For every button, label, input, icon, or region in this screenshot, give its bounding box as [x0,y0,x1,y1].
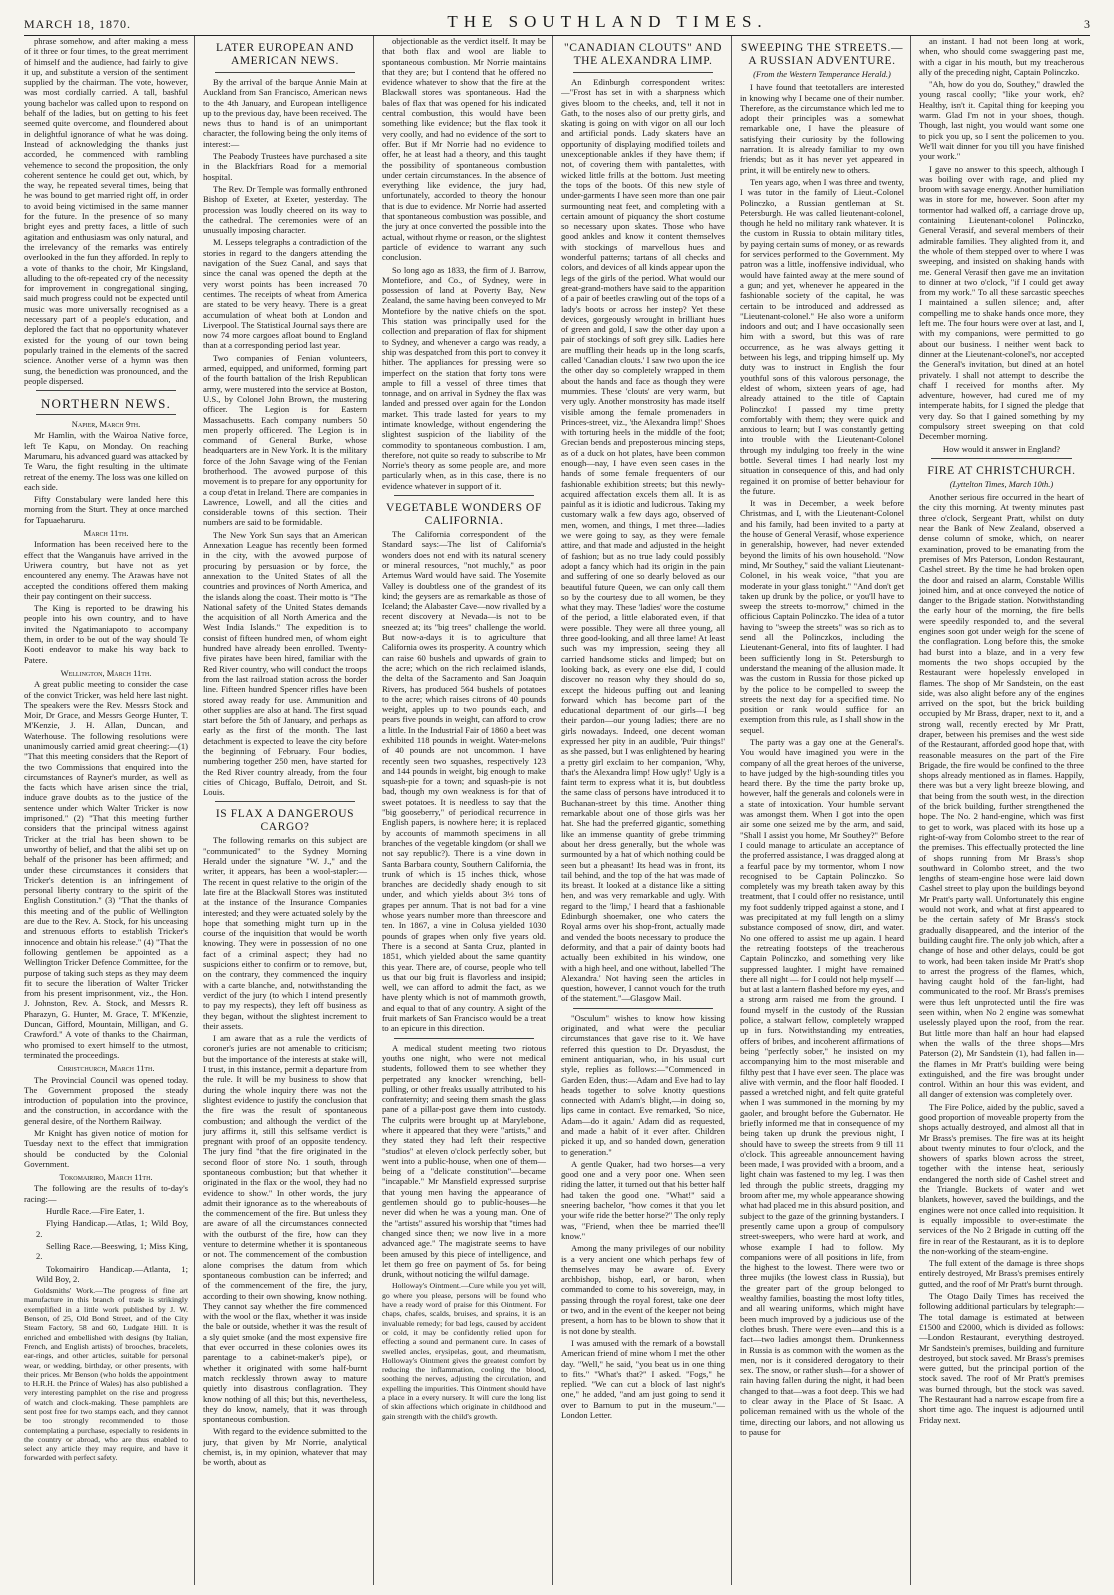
article-paragraph: Two companies of Fenian volunteers, armed, equipped, and uniformed, forming part of the fourth battalion of the Irish Republican army, were mustered into the service at Boston, U.S., by Colonel John Brown, the mustering officer. The Legion is for Eastern Massachusetts. Each company numbers 50 men properly officered. The Legion is in command of General Burke, whose headquarters are in New York. It is the military force of the John Savage wing of the Fenian brotherhood. The avowed purpose of this movement is to prepare for any opportunity for a coup d'etat in Ireland. There are companies in Lawrence, Lowell, and all the cities and considerable towns of this section. Their numbers are said to be formidable. [203,352,367,528]
column-grid [24,36,1090,1585]
source-credit: (From the Western Temperance Herald.) [753,69,891,79]
headline-sweeping-streets: SWEEPING THE STREETS.—A RUSSIAN ADVENTURE. [740,42,904,67]
article-paragraph: objectionable as the verdict itself. It may be that both flax and wool are liable to spontaneous combustion. Mr Norrie maintains that they are; but I contend that he offered no evidence whatever to show that the fire at the Blackwall stores was spontaneous. Had the bales of flax that was opened for his indicated central combustion, this would have been something like evidence; but the flax took it very coolly, and had no evidence of the sort to offer. But if Mr Norrie had no evidence to offer, he at least had a theory, and this taught the possibility of spontaneous combustion under certain circumstances. In the absence of everything like evidence, the jury had, unfortunately, accorded to theory the honour that is due to evidence. Mr Norrie had asserted that spontaneous combustion was possible, and the jury at once converted the possible into the actual, without rhyme or reason, or the slightest particle of evidence to warrant any such conclusion. [382,36,546,263]
article-paragraph: The following are the results of to-day's racing:— [24,1183,188,1204]
dateline: Napier, March 9th. [71,419,141,430]
article-paragraph: I was amused with the remark of a bowstall American friend of mine whom I met the other day. "Well," he said, "you beat us in one thing to fits." "What's that?" I asked. "Fogs," he replied. "We can cut a block of last night's one," he added, "and am just going to send it over to Barnum to put in the museum."—London Letter. [561,1337,725,1420]
column-rule [215,801,355,802]
headline-fire-christchurch: FIRE AT CHRISTCHURCH. [927,464,1076,477]
column-rule [215,72,355,73]
article-paragraph: The Provincial Council was opened today. The Government proposed the steady introduction of population into the province, and the construction, in accordance with the general desire, of the Northern Railway. [24,1074,188,1126]
article-paragraph: A medical student meeting two riotous youths one night, who were not medical students, followed them to see whether they perpetrated any knocker wrenching, bell-pulling, or other freaks usually attributed to his confraternity; and seeing them smash the glass pane of a pillar-post gave them into custody. The culprits were brought up at Marylebone, where it appeared that they were "artists," and they stated they had left their respective "studios" at eleven o'clock perfectly sober, but went into a public-house, when one of them—being of a "delicate constitution"—became "incapable." Mr Mansfield expressed surprise that young men having the appearance of gentlemen should go to public-houses—he never did when he was a young man. One of the "artists" assured his worship that "times had changed since then; we now live in a more advanced age." The magistrate seems to have been amused by this piece of intelligence, and let them go free on payment of 5s. for being drunk, without noticing the wilful damage. [382,1042,546,1280]
column-rule [573,72,713,73]
dateline: March 11th. [83,528,129,539]
column-rule [394,495,534,496]
article-paragraph: It was in December, a week before Christmas, and I, with the Lieutenant-Colonel and his family, had been invited to a party at the house of General Verasif, whose experience in generalship, however, had never extended beyond the limits of his own household. "Now mind, Mr Southey," said the valiant Lieutenant-Colonel, in his weak voice, "that you are moderate in your glass tonight." "And don't get taken up drunk by the police, or you'll have to sweep the streets to-morrow," chimed in the officious Captain Polinczko. The idea of a tutor having to "sweep the streets" was so rich as to send all the Polinczkos, including the Lieutenant-General, into fits of laughter. I had been sufficiently long in St. Petersburgh to understand the meaning of the allusion made. It was the custom in Russia for those picked up by the police to be compelled to sweep the streets the next day for a specified time. No position or rank would suffice for an exemption from this rule, as I shall show in the sequel. [740,498,904,735]
article-paragraph: an instant. I had not been long at work, when, who should come swaggering past me, with a cigar in his mouth, but my treacherous ally of the preceding night, Captain Polinczko. [919,36,1084,77]
headline-later-european-news: LATER EUROPEAN AND AMERICAN NEWS. [216,42,354,67]
column-rule [573,1008,713,1009]
article-paragraph: By the arrival of the barque Annie Main at Auckland from San Francisco, American news to the 4th January, and European intelligence up to the previous day, have been received. The news thus to hand is of an unimportant character, the following being the only items of interest:— [203,77,367,149]
newspaper-title: THE SOUTHLAND TIMES. [447,12,768,31]
column-5 [740,36,911,1585]
article-paragraph: Mr Hamlin, with the Wairoa Native force, left Te Kapu, on Monday. On reaching Marumaru, his advanced guard was attacked by Te Waru, the fight resulting in the ultimate retreat of the enemy. The loss was one killed on each side. [24,430,188,492]
source-credit: (Lyttelton Times, March 10th.) [949,478,1054,489]
headline-vegetable-wonders: VEGETABLE WONDERS OF CALIFORNIA. [386,502,542,528]
article-paragraph: Among the many privileges of our nobility is a very ancient one which perhaps few of themselves may be aware of. Every archbishop, bishop, earl, or baron, when commanded to come to his sovereign, may, in passing through the royal forest, take one deer or two, and in the event of the keeper not being present, a horn has to be blown to show that it is not done by stealth. [561,1243,725,1336]
article-paragraph: I gave no answer to this speech, although I was boiling over with rage, and plied my broom with savage energy. Another humiliation was in store for me, however. Soon after my tormentor had walked off, a carriage drove up, containing Lieutenant-colonel Polinczko, General Verasif, and several members of their admirable families. They alighted from it, and the whole of them stepped over to where I was sweeping, and insisted on shaking hands with me. General Verasif then gave me an invitation to dinner at two o'clock, "if I could get away from my work." To all these sarcastic speeches I maintained a sullen silence; and, after compelling me to shake hands once more, they left me. The four hours were over at last, and I, with my companions, were permitted to go about our business. I neither went back to dinner at the Lieutenant-colonel's, nor accepted the General's invitation, but dined at an hotel privately. I shall not attempt to describe the chaff I received for months after. My adventure, however, had cured me of my intemperate habits, for I signed the pledge that very day. So that I gained something by my compulsory street sweeping on that cold December morning. [919,163,1084,442]
article-paragraph: I am aware that as a rule the verdicts of coroner's juries are not amenable to criticism; but the importance of the interests at stake will, I trust, in this instance, permit a departure from the rule. It will be my business to show that during the whole inquiry there was not the slightest evidence to justify the conclusion that the fire was the result of spontaneous combustion; and although the verdict of the jury affirms it, still this selfsame verdict is pregnant with proof of an opposite tendency. The jury find "that the fire originated in the second floor of store No. 1 south, through spontaneous combustion; but that whether it originated in the flax or the wool, they had no evidence to show." In other words, the jury admit their ignorance as to the whereabouts of the commencement of the fire. But unless they are aware of all the circumstances connected with the outburst of the fire, how can they venture to determine whether it is spontaneous or not. The commencement of the combustion alone comprises the datum from which spontaneous combustion can be inferred; and of the commencement of the fire, the jury, according to their own showing, know nothing. They cannot say whether the fire commenced with the wool or the flax, whether it was inside the bale or outside, whether it was the result of a sly quiet smoke (and the most expensive fire that ever occurred in these colonies owes its parentage to a cabinet-maker's pipe), or whether it originated with some half-burnt match recklessly thrown away to mature quietly into disastrous conflagration. They know nothing of all this; but this, nevertheless, they do know, namely, that it was through spontaneous combustion. [203,1033,367,1425]
article-paragraph: The California correspondent of the Standard says:—The list of California's wonders does not end with its natural scenery or mineral resources, "not muchly," as poor Artemus Ward would have said. The Yosemite Valley is doubtless one of the grandest of its kind; the geysers are as remarkable as those of Iceland; the Alabaster Cave—now rivalled by a recent discovery at Nevada—is not to be sneezed at; its "big trees" challenge the world. But now-a-days it is to agriculture that California owes its prosperity. A country which can raise 60 bushels and upwards of grain to the acre; which on the rich reclaimed islands, the delta of the Sacramento and San Joaquin Rivers, has produced 564 bushels of potatoes to the acre; which raises citrons of 40 pounds weight, apples up to two pounds each, and pears five pounds in weight, can afford to crow a little. In the Industrial Fair of 1860 a beet was exhibited 118 pounds in weight. Water-melons of 40 pounds are not uncommon. I have recently seen two squashes, respectively 123 and 144 pounds in weight, big enough to make squash-pie for a town; and squash-pie is not bad, though my own weakness is for that of sweet potatoes. It is needless to say that the "big gooseberry," of periodical recurrence in English papers, is nowhere here; it is replaced by accounts of mammoth specimens in all branches of the vegetable kingdom (or shall we not say republic?). There is a vine down in Santa Barbara county, Southern California, the trunk of which is 15 inches thick, whose branches are decidedly shady enough to sit under, and which yields about 3½ tons of grapes per annum. That is not bad for a vine whose years number more than threescore and ten. In 1867, a vine in Colusa yielded 1030 pounds of grapes when only five years old. There is a second at Santa Cruz, planted in 1851, which yielded about the same quantity this year. There are, of course, people who tell us that our big fruit is flavorless and insipid; well, we can afford to admit the fact, as we have plenty which is not of mammoth growth, and equal to that of any country. A sight of the fruit markets of San Francisco would be a treat to an epicure in this direction. [382,529,546,1034]
article-paragraph: Mr Knight has given notice of motion for Tuesday next to the effect that immigration should be conducted by the Colonial Government. [24,1127,188,1169]
article-paragraph: A great public meeting to consider the case of the convict Tricker, was held here last night. The speakers were the Rev. Messrs Stock and Moir, Dr Grace, and Messrs George Hunter, T. M'Kenzie, J. H. Allan, Duncan, and Waterhouse. The following resolutions were unanimously carried amid great cheering:—(1) "That this meeting considers that the Report of the two Commissions that enquired into the circumstances of Rayner's murder, as well as the facts which have arisen since the trial, induce grave doubts as to the justice of the sentence under which Walter Tricker is now imprisoned." (2) "That this meeting further considers that the principal witness against Tricker at the trial has been shown to be unworthy of belief, and that the alibi set up on behalf of the prisoner has been affirmed; and under these circumstances it considers that Tricker's detention is an infringement of personal liberty contrary to the spirit of the English Constitution." (3) "That the thanks of this meeting and of the public of Wellington are due to the Rev. A. Stock, for his unceasing and strenuous efforts to establish Tricker's innocence and obtain his release." (4) "That the following gentlemen be appointed as a Wellington Tricker Defence Committee, for the purpose of taking such steps as they may deem fit to secure the liberation of Walter Tricker from his present imprisonment, viz., the Hon. J. Johnston, Rev. A. Stock, and Messrs R. Pharazyn, G. Hunter, M. Grace, T. M'Kenzie, Duncan, Gifford, Mountain, Milligan, and G. Crawford." A vote of thanks to the Chairman, who promised to exert himself to the utmost, terminated the proceedings. [24,679,188,1060]
headline-northern-news: NORTHERN NEWS. [40,396,172,412]
column-3 [382,36,553,1585]
article-paragraph: With regard to the evidence submitted to the jury, that given by Mr Norrie, analytical chemist, is, in my opinion, whatever that may be worth, about as [203,1426,367,1468]
column-rule [36,390,176,391]
column-2 [203,36,374,1585]
article-paragraph: "Osculum" wishes to know how kissing originated, and what were the peculiar circumstances that gave rise to it. We have referred this question to Dr. Dryasdust, the eminent antiquarian, who, in his usual curt style, replies as follows:—"Commenced in Garden Eden, thus:—Adam and Eve had to lay heads together to solve knotty questions connected with Adam's blight,—in doing so, lips came in contact. Eve remarked, 'So nice, Adam—do it again.' Adam did as requested, and made a habit of it ever after. Children picked it up, and so handed down, generation to generation." [561,1012,725,1157]
article-paragraph: The Fire Police, aided by the public, saved a good proportion of moveable property from the shops actually destroyed, and almost all that in Mr Brass's premises. The fire was at its height about twenty minutes to four o'clock, and the showers of sparks blown across the street, together with the intense heat, seriously endangered the north side of Cashel street and the Triangle. Buckets of water and wet blankets, however, saved the buildings, and the engines were not once called into requisition. It is equally impossible to over-estimate the services of the No 2 Brigade in cutting off the fire in rear of the Restaurant, as it is to deplore the non-working of the steam-engine. [919,1101,1084,1256]
article-paragraph: A gentle Quaker, had two horses—a very good one and a very poor one. When seen riding the latter, it turned out that his better half had taken the good one. "What!" said a sneering bachelor, "how comes it that you let your wife ride the better horse?" The only reply was, "Friend, when thee be married thee'll know." [561,1158,725,1241]
race-result: Tokomairiro Handicap.—Atlanta, 1; Wild Boy, 2. [36,1263,188,1284]
column-4 [561,36,732,1585]
masthead [24,6,1090,36]
article-paragraph: The Rev. Dr Temple was formally enthroned Bishop of Exeter, at Exeter, yesterday. The procession was loudly cheered on its way to the cathedral. The ceremonies were of an unusually imposing character. [203,183,367,236]
headline-canadian-clouts: "CANADIAN CLOUTS" AND THE ALEXANDRA LIMP. [563,42,723,67]
column-1 [24,36,195,1585]
race-result: Selling Race.—Beeswing, 1; Miss King, 2. [36,1240,188,1262]
article-paragraph: Ten years ago, when I was three and twenty, I was tutor in the family of Lieut.-Colonel Polinczko, a Russian gentleman at St. Petersburgh. He was called lieutenant-colonel, though he held no military rank whatever. It is the custom in Russia to obtain military titles, by paying certain sums of money, or as rewards for services performed to the Government. My patron was a little, inoffensive individual, who would have fainted away at the mere sound of a gun; and yet, whenever he appeared in the fashionable society of the capital, he was certain to be introduced and addressed as "Lieutenant-colonel." He also wore a uniform indoors and out; and I have occasionally seen him with a sword, but this was of rare occurrence, as he was always getting it between his legs, and tripping himself up. My duty was to instruct in English the four youthful sons of this valorous personage, the eldest of whom, sixteen years of age, had already attained to the title of Captain Polinczko! I passed my time pretty comfortably with them; they were quick and anxious to learn; but I was constantly getting into trouble with the Lieutenant-Colonel through my indulging too freely in the wine bottle. Several times I had nearly lost my situation in consequence of this, and had only regained it on promise of better behaviour for the future. [740,176,904,496]
issue-date: MARCH 18, 1870. [24,17,132,31]
advertisement-paragraph: Holloway's Ointment.—Cure while you yet will, go where you please, persons will be found who have a ready word of praise for this Ointment. For chaps, chafes, scalds, bruises, and sprains, it is an invaluable remedy; for bad legs, caused by accident or cold, it may be confidently relied upon for effecting a sound and permanent cure. In cases of swelled ancles, erysipelas, gout, and rheumatism, Holloway's Ointment gives the greatest comfort by reducing the inflammation, cooling the blood, soothing the nerves, adjusting the circulation, and expelling the impurities. This Ointment should have a place in a every nursery. It will cure the long list of skin affections which originate in childhood and gain strength with the child's growth. [382,1281,546,1421]
article-paragraph: Another serious fire occurred in the heart of the city this morning. At twenty minutes past three o'clock, Sergeant Pratt, whilst on duty near the Bank of New Zealand, observed a dense column of smoke, which, on nearer examination, proved to be emanating from the premises of Mrs Paterson, London Restaurant, Cashel street. By the time he had broken open the door and raised an alarm, Constable Willis joined him, and at once conveyed the notice of danger to the Brigade station. Notwithstanding the early hour of the morning, the fire bells were speedily responded to, and the several engines soon got under weigh for the scene of the conflagration. Long before this, the smoke had burst into a blaze, and in a very few moments the two shops occupied by the Restaurant were hopelessly enveloped in flames. The shop of Mr Sandstein, on the east side, was also alight before any of the engines arrived on the spot, but the brick building occupied by Mr Brass, draper, next to it, and a strong wall, recently erected by Mr Pratt, draper, between his premises and the west side of the Restaurant, afforded good hope that, with reasonable measures on the part of the Fire Brigade, the fire would be confined to the three shops already mentioned as in flames. Happily, there was but a very light breeze blowing, and that being from the south west, in the direction of the brick building, further strengthened the hope. The No. 2 hand-engine, which was first to get to work, was placed with its hose up a right-of-way from Colombo street to the rear of the premises. This effectually protected the line of shops running from Mr Brass's shop southward in Colombo street, and the two lengths of steam-engine hose were laid down Cashel street to play upon the buildings beyond Mr Pratt's party wall. Unfortunately this engine would not work, and what at first appeared to be the certain safety of Mr Brass's stock gradually disappeared, and the interior of the building caught fire. The only job which, after a change of hose and other delays, could be got to work, had been taken inside Mr Pratt's shop to arrest the progress of the flames, which, having caught hold of the fan-light, had communicated to the roof. Mr Brass's premises were thus left unprotected until the fire was seen within, when No 2 engine was somewhat uselessly played upon the roof, from the rear. But little more than half an hour had elapsed when the walls of the three shops—Mrs Paterson (2), Mr Sandstein (1), had fallen in—the flames in Mr Pratt's building were being extinguished, and the fire was brought under control. Within an hour this was evident, and all danger of extension was completely over. [919,492,1084,1100]
column-6 [919,36,1090,1585]
advertisement-paragraph: Goldsmiths' Work.—The progress of fine art manufacture in this branch of trade is strikingly exemplified in a little work published by J. W. Benson, of 25, Old Bond Street, and of the City Steam Factory, 58 and 60, Ludgate Hill. It is enriched and embellished with designs (by Italian, French, and English artists) of brooches, bracelets, ear-rings, and other articles, suitable for personal wear, or wedding, birthday, or other presents, with their prices. Mr Benson (who holds the appointment to H.R.H. the Prince of Wales) has also published a very interesting pamphlet on the rise and progress of watch and clock-making. These pamphlets are sent post free for two stamps each, and they cannot be too strongly recommended to those contemplating a purchase, especially to residents in the country or abroad, who are thus enabled to select any article they may require, and have it forwarded with perfect safety. [24,1286,188,1463]
article-paragraph: The King is reported to be drawing his people into his own country, and to have invited the Ngatimaniapoto to accompany them, in order to be out of the way should Te Kooti endeavor to make his way back to Patere. [24,603,188,665]
article-paragraph: M. Lesseps telegraphs a contradiction of the stories in regard to the dangers attending the navigation of the Suez Canal, and says that since the canal was opened the depth at the very worst points has been increased 70 centimes. The receipts of wheat from America are stated to be very heavy. There is a great accumulation of wheat both at London and Liverpool. The Statistical Journal says there are now 74 more cargoes afloat bound to England than at a corresponding period last year. [203,237,367,351]
dateline: Wellington, March 11th. [60,667,152,678]
article-paragraph: I have found that teetotallers are interested in knowing why I became one of their number. Therefore, as the circumstance which led me to adopt their principles was a somewhat remarkable one, I have the pleasure of satisfying their curiosity by the following narration. It is already familiar to my own friends; but as it has never yet appeared in print, it will be entirely new to others. [740,82,904,175]
column-rule [931,458,1072,459]
article-paragraph: So long ago as 1833, the firm of J. Barrow, Montefiore, and Co., of Sydney, were in possession of land at Poverty Bay, New Zealand, the same having been conveyed to Mr Montefiore by the native chiefs on the spot. This station was principally used for the collection and preparation of flax for shipment to Sydney, and whenever a cargo was ready, a ship was despatched from this port to convey it hither. The appliances for pressing were so imperfect on the station that forty tons were ample to fill a vessel of three times that tonnage, and on arrival in Sydney the flax was landed and pressed over again for the London market. This trade lasted for years to my intimate knowledge, without engendering the slightest suspicion of the liability of the commodity to spontaneous combustion. I am, therefore, not quite so ready to subscribe to Mr Norrie's theory as some people are, and more particularly when, as in this case, there is no evidence whatever in support of it. [382,264,546,491]
race-result: Flying Handicap.—Atlas, 1; Wild Boy, 2. [36,1218,188,1239]
article-paragraph: Fifty Constabulary were landed here this morning from the Sturt. They at once marched for Tapuaeharuru. [24,494,188,525]
article-paragraph: How would it answer in England? [942,443,1061,454]
race-result: Hurdle Race.—Fire Eater, 1. [46,1206,145,1217]
dateline: Christchurch, March 11th. [57,1063,155,1074]
article-paragraph: The New York Sun says that an American Annexation League has recently been formed in the city, with the avowed purpose of procuring by persuasion or by force, the annexation to the United States of all the countries and provinces of North America, and the islands along the coast. Their motto is "The National safety of the United States demands the acquisition of all North America and the West India Islands." The expedition is to consist of fifteen hundred men, of whom eight hundred have already been enrolled. Twenty-five pirates have been hired, familiar with the Red River country, who will conduct the troops from the last railroad station across the border line. Fifteen hundred Spencer rifles have been stored away ready for use. Ammunition and other supplies are also at hand. The first squad start before the 5th of January, and perhaps as early as the first of the month. The last detachment is expected to leave the city before the beginning of February. Four bodies, numbering together 250 men, have started for the Red River country already, from the four cities of Chicago, Buffalo, Detroit, and St. Louis. [203,529,367,798]
article-paragraph: The Peabody Trustees have purchased a site in the Blackfriars Road for a memorial hospital. [203,151,367,182]
column-rule [36,414,176,415]
page-number: 3 [1083,17,1090,31]
article-paragraph: The party was a gay one at the General's. You would have imagined you were in the company of all the great heroes of the universe, to have judged by the high-sounding titles you heard there. By the time the party broke up, however, half the generals and colonels were in a state of intoxication. Your humble servant was amongst them. When I got into the open air some one seized me by the arm, and said, "Shall I assist you home, Mr Southey?" Before I could manage to articulate an acceptance of the proferred assistance, I was dragged along at a fearful pace by my tormentor, whom I now recognised to be Captain Polinczko. So completely was my breath taken away by this treatment, that I could offer no resistance, until my foot suddenly tripped against a stone, and I was precipitated at my full length on a slimy substance composed of snow, dirt, and water. No one offered to assist me up again. I heard the retreating footsteps of the treacherous Captain Polinczko, and something very like suppressed laughter. I might have remained there all night — for I could not help myself — but at last a lantern flashed before my eyes, and a strong arm raised me from the ground. I found myself in the custody of the Russian police, a stalwart fellow, completely wrapped up in furs. Notwithstanding my entreaties, offers of bribes, and incoherent affirmations of being "perfectly sober," he insisted on my accompanying him to the most miserable and filthy pest that I have ever seen. The place was alive with vermin, and the floor half flooded. I passed a wretched night, and felt quite grateful when I was summoned in the morning by my gaoler, and brought before the Gubernator. He briefly informed me that in consequence of my being taken up drunk the previous night, I should have to sweep the streets from 9 till 11 o'clock. This agreeable announcement having been made, I was provided with a broom, and a light chain was fastened to my leg. I was then led through the public streets, dragging my broom after me, my whole appearance showing what had placed me in this absurd position, and subject to the gaze of the grinning bystanders. I presently came upon a group of compulsory street-sweepers, who were hard at work, and whose example I had to follow. My companions were of all positions in life, from the highest to the lowest. There were two or three mujiks (the lowest class in Russia), but the greater part of the group belonged to wealthy families, boasting the most lofty titles, and all wearing uniforms, which might have been much improved by a judicious use of the clothes brush. There were even—and this is a fact—two ladies amongst them. Drunkenness in Russia is as common with the women as the men, nor is it considered derogatory to their sex. The snow, or rather slush—for a shower of rain having fallen during the night, it had been changed to that—was a foot deep. This we had to clear away in the Place of St Isaac. A policeman remained with us the whole of the time, directing our labors, and not allowing us to pause for [740,737,904,1437]
column-rule [394,1038,534,1039]
article-paragraph: phrase somehow, and after making a mess of it three or four times, to the great merriment of himself and the audience, had fairly to give it up, and substitute a version of the sentiment supplied by the chairman. The vote, however, was most cordially carried. A tall, bashful young bachelor was called upon to respond on behalf of the ladies, but on getting to his feet seemed quite overcome, and floundered about in delightful ignorance of what he was doing. Instead of acknowledging the thanks just accorded, he commenced with rambling vehemence to second the proposition, the only coherent sentence he could get out, which, by the way, he repeated several times, being that he was bound to get married right off, in order to avoid being victimised in the same manner for the future. In the presence of so many bright eyes and pretty faces, a little of such agitation and enthusiasm was only natural, and the irrelevancy of the remarks was entirely overlooked in the fun they afforded. In reply to a vote of thanks to the choir, Mr Kingsland, alluding to the oft-repeated cry of the necessity for improvement in congregational singing, said much progress could not be expected until music was more universally recognised as a necessary part of a people's education, and deplored the fact that no opportunity whatever existed for the young of our town being popularly trained in the elements of the sacred science. Another verse of a hymn was then sung, the benediction was pronounced, and the people dispersed. [24,36,188,386]
article-paragraph: The following remarks on this subject are "communicated" to the Sydney Morning Herald under the signature "W. J.," and the writer, it appears, has been a wool-stapler:—The recent in quest relative to the origin of the late fire at the Blackwall Stores was instituted at the instance of the Insurance Companies interested; and they were actuated solely by the hope that something might turn up in the course of the inquisition that would be worth knowing. They were in possession of no one fact of a criminal aspect; they had no suspicions either to confirm or to remove, but, on the contrary, they commenced the inquiry with a carte blanche, and, notwithstanding the verdict of the jury (to which I intend presently to pay my respects), they left off business as they began, without the slightest increment to their assets. [203,835,367,1031]
dateline: Tokomairiro, March 11th. [59,1172,153,1183]
article-paragraph: The Otago Daily Times has received the following additional particulars by telegraph:—The total damage is estimated at between £1500 and £2000, which is divided as follows:—London Restaurant, everything destroyed. Mr Sandstein's premises, building and furniture destroyed, but stock saved. Mr Brass's premises were gutted, but the principal portion of the stock saved. The roof of Mr Pratt's premises was burned through, but the stock was saved. The Restaurant had a narrow escape from fire a short time ago. The inquest is adjourned until Friday next. [919,1291,1084,1425]
headline-flax-cargo: IS FLAX A DANGEROUS CARGO? [215,808,355,834]
article-paragraph: "Ah, how do you do, Southey," drawled the young rascal coolly; "like your work, eh? Healthy, isn't it. Capital thing for keeping you warm. Glad I'm not in your shoes, though. Though, last night, you would want some one to pick you up, so I sent the policemen to you. We'll wait dinner for you till you have finished your work." [919,79,1084,162]
article-paragraph: Information has been received here to the effect that the Wanganuis have arrived in the Uriwera country, but have not as yet encountered any enemy. The Arawas have not accepted the conditions offered them making their pay contingent on their success. [24,539,188,601]
article-paragraph: An Edinburgh correspondent writes:—"Frost has set in with a sharpness which gives bloom to the cheeks, and, tell it not in Gath, to the noses also of our pretty girls, and skating is going on with vigor on all our loch and artificial ponds. Lady skaters have an opportunity of displaying modified toilets and unexceptionable ankles if they have them; if not, of covering them with pantalettes, with wicked little frills at the bottom. Just meeting the tops of the boots. Of this new style of under-garments I have seen more than one pair surmounting neat feet, and completing with a certain amount of piquancy the short costume so necessary upon skates. Those who have good ankles and know it content themselves with stockings of marvellous hues and wonderful patterns; tartans of all checks and colors, and devices of all kinds appear upon the legs of the girls of the period. What would our great-grand-mothers have said to the apparition of a pair of beetles crawling out of the tops of a lady's boots or across her instep? Yet these devices, gorgeously wrought in brilliant hues of green and gold, I saw the other day upon a pair of stockings of soft grey silk. Ladies here are muffling their heads up in the long scarfs, called 'Canadian clouts.' I saw two upon the ice the other day so completely wrapped in them about the hands and face as though they were mummies. These 'clouts' are very warm, but very ugly. Another monstrosity has made itself visible among the female promenaders in Princes-street, viz., 'the Alexandra limp!' Shoes with torturing heels in the middle of the foot; Grecian bends and preposterous mincing steps, as of a duck on hot plates, have been common enough—nay, I have even seen cases in the hands of some female frequenters of our fashionable exhibition streets; but this newly-acquired affectation excels them all. It is as painful as it is idiotic and ludicrous. Taking my customary walk a few days ago, observed of men, women, and things, I met three—ladies we were going to say, as they were female attire, and that made and adjusted in the height of fashion; but as no true lady could possibly adopt a fancy which had its origin in the pain and suffering of one so dearly beloved as our beautiful future Queen, we can only call them so by the courtesy due to all women, be they what they may. These 'ladies' wore the costume of the period, a little elaborated even, if that were possible. They were all three young, all three good-looking, and all three lame! At least such was my impression, seeing they all carried handsome sticks and limped; but on looking back, as every one else did, I could discover no reason why they should do so, except the hideous puffing out and leaning forward which has become part of the educational department of our girls—I beg their pardon—our young ladies; there are no girls nowadays. Indeed, one decent woman expressed her pity in an audible, 'Puir things!' as she passed, but I was enlightened by hearing a pretty girl exclaim to her companion, 'Why, that's the Alexandra limp! How ugly!' Ugly is a faint term to express what it is, but doubtless the same class of persons have introduced it to Buchanan-street by this time. Another thing remarkable about one of those girls was her hat. She had the preferred gigantic, something like an immense quantity of grebe trimming about her dress generally, but the whole was surmounted by a hat of which nothing could be seen but a pheasant! Its head was in front, its tail behind, and the top of the hat was made of its breast. It looked at a distance like a sitting hen, and was very remarkable and ugly. With regard to the 'limp,' I heard that a fashionable Edinburgh shoemaker, one who caters the Royal arms over his shop-front, actually made and vended the boots necessary to produce the deformity, and that a pair of dainty boots had actually been exhibited in his window, one with a high heel, and one without, labelled 'The Alexandra.' Not having seen the articles in question, however, I cannot vouch for the truth of the statement."—Glasgow Mail. [561,77,725,1004]
article-paragraph: The full extent of the damage is three shops entirely destroyed, Mr Brass's premises entirely gutted, and the roof of Mr Pratt's burnt through. [919,1258,1084,1289]
